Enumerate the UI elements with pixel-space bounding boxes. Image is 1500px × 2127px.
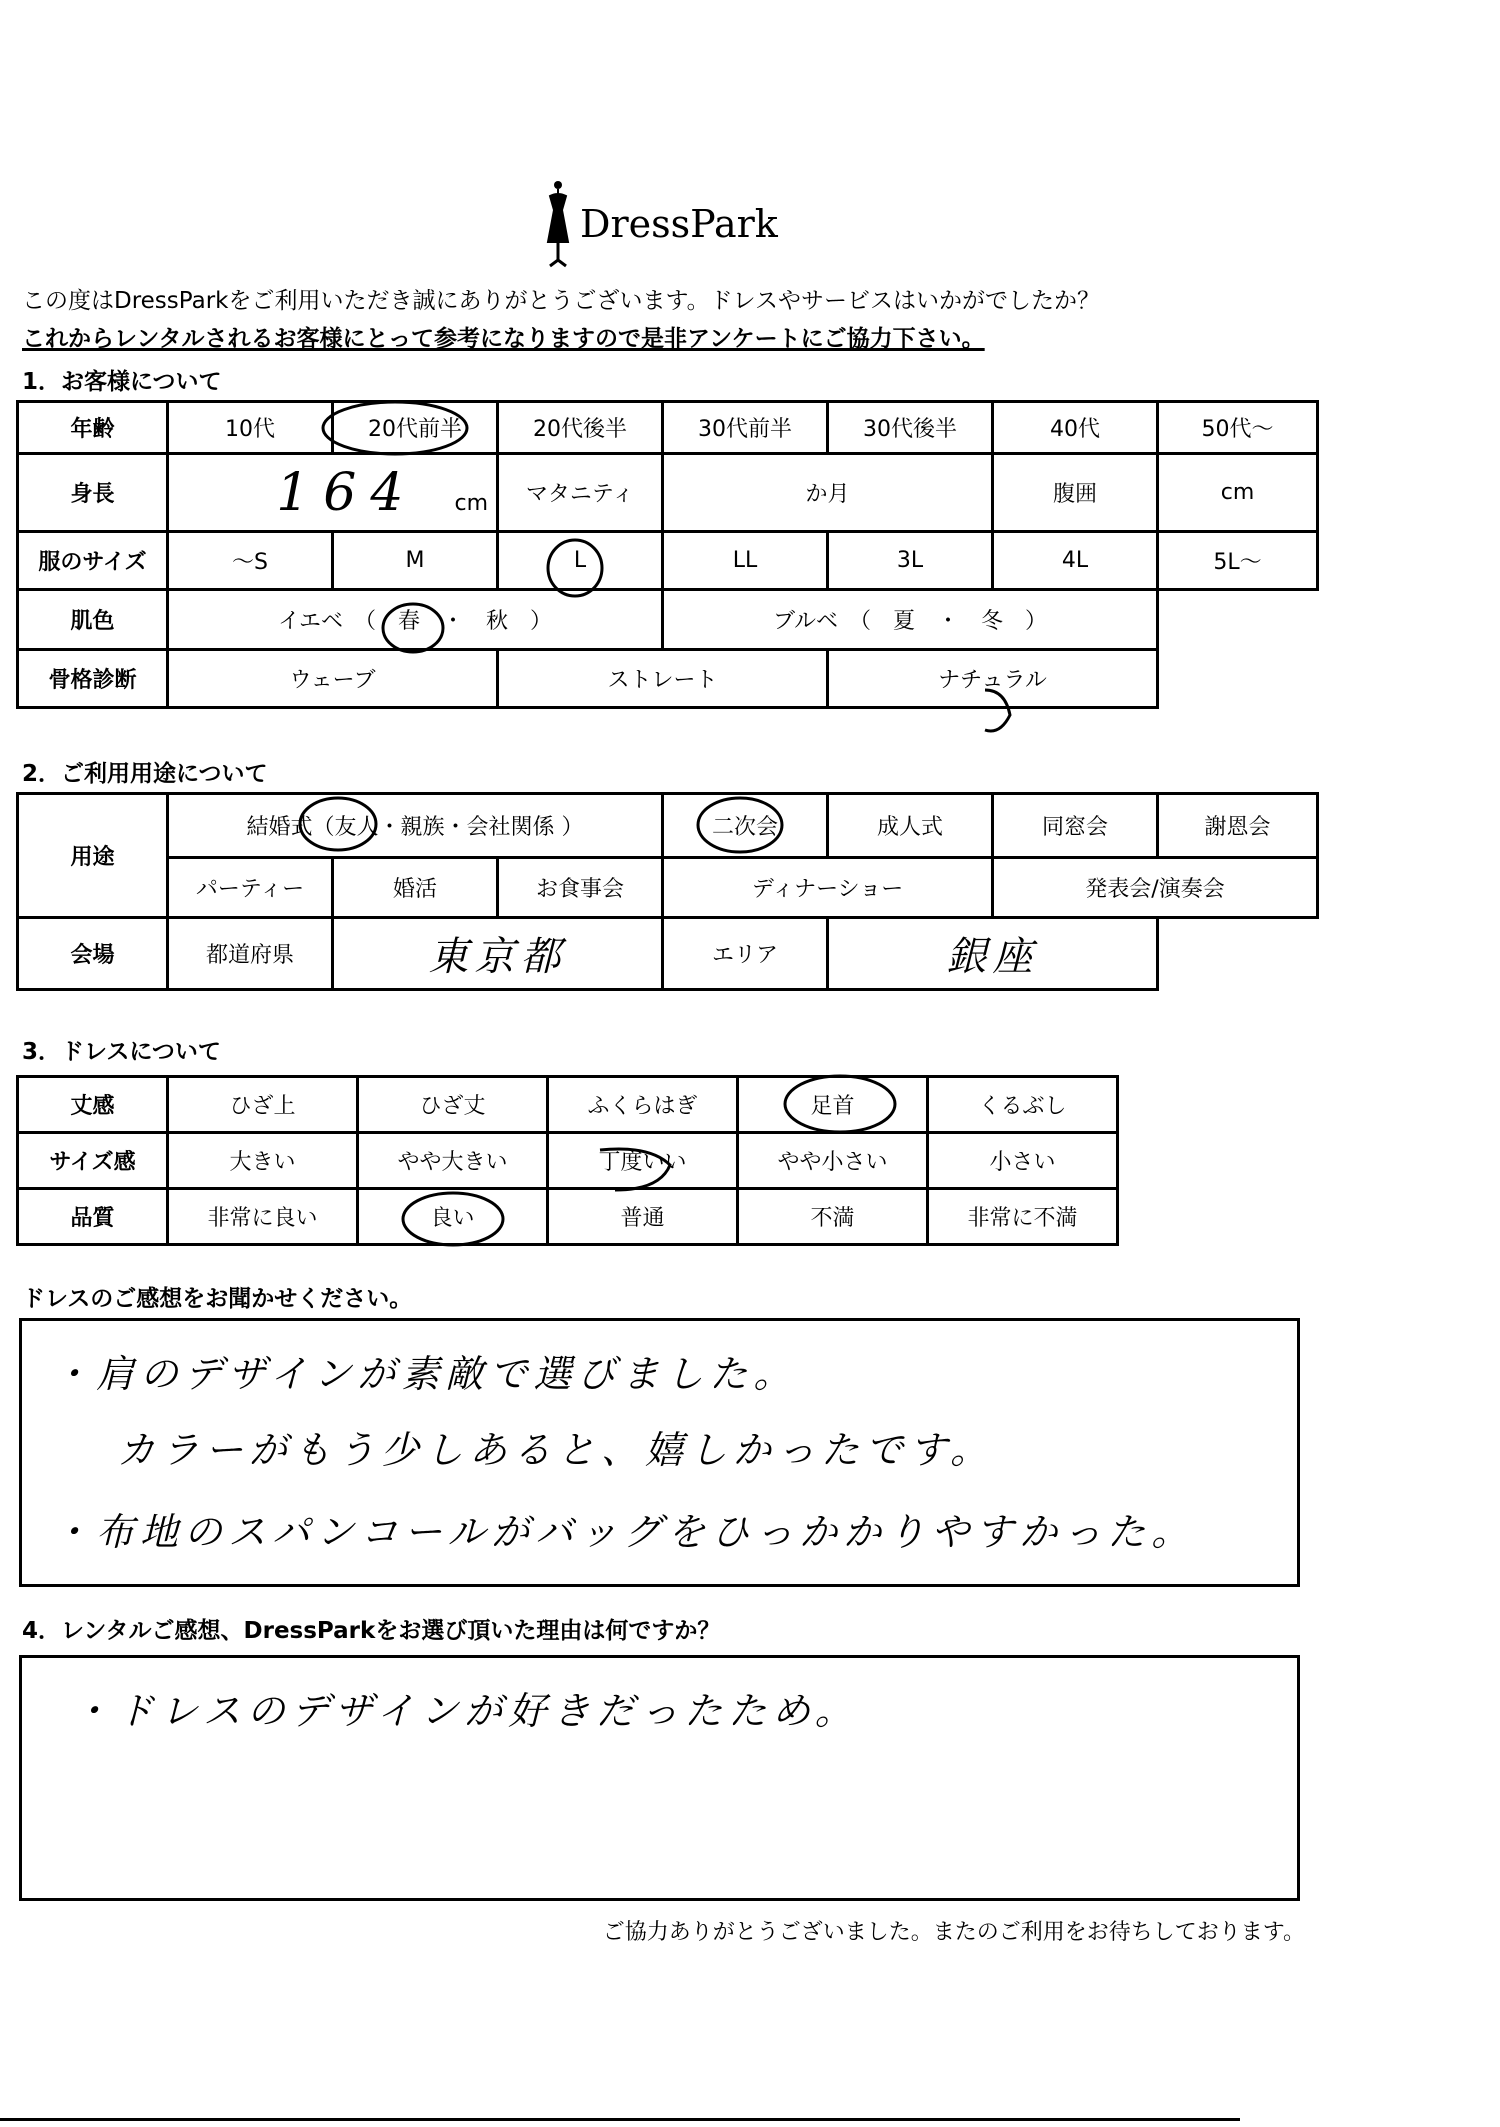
age-option-selected[interactable]: 20代前半	[333, 402, 498, 454]
prefecture-value: 東京都	[428, 934, 567, 980]
age-label: 年齢	[18, 402, 168, 454]
intro-line-2: これからレンタルされるお客様にとって参考になりますので是非アンケートにご協力下さい。	[22, 326, 985, 352]
dresspark-logo	[540, 180, 780, 270]
area-value: 銀座	[946, 934, 1039, 980]
fit-option[interactable]: 大きい	[168, 1133, 358, 1189]
maternity-label: マタニティ	[498, 454, 663, 532]
area-label: エリア	[663, 918, 828, 990]
impression-line: カラーがもう少しあると、嬉しかったです。	[117, 1428, 994, 1472]
size-option[interactable]: 5L～	[1158, 532, 1318, 590]
size-option-selected[interactable]: L	[498, 532, 663, 590]
section1-title: 1．お客様について	[22, 369, 222, 395]
frame-option[interactable]: ウェーブ	[168, 650, 498, 708]
fit-option-selected[interactable]: 丁度いい	[548, 1133, 738, 1189]
length-label: 丈感	[18, 1077, 168, 1133]
party-option[interactable]: パーティー	[168, 858, 333, 918]
impressions-title: ドレスのご感想をお聞かせください。	[22, 1286, 413, 1312]
footer-thanks: ご協力ありがとうございました。またのご利用をお待ちしております。	[602, 1920, 1305, 1945]
length-option[interactable]: くるぶし	[928, 1077, 1118, 1133]
length-option[interactable]: ふくらはぎ	[548, 1077, 738, 1133]
impressions-box[interactable]	[19, 1318, 1300, 1587]
dress-table	[16, 1075, 1119, 1246]
size-option[interactable]: LL	[663, 532, 828, 590]
waist-unit: cm	[1220, 480, 1255, 505]
prefecture-field[interactable]	[333, 918, 663, 990]
height-value: 164	[276, 462, 418, 523]
intro-line-1: この度はDressParkをご利用いただき誠にありがとうございます。ドレスやサービスはいかがでしたか？	[22, 288, 1100, 314]
wedding-option[interactable]: 結婚式（友人・親族・会社関係 ）	[168, 794, 663, 858]
frame-option-selected[interactable]: ナチュラル	[828, 650, 1158, 708]
frame-label: 骨格診断	[18, 650, 168, 708]
fit-option[interactable]: やや大きい	[358, 1133, 548, 1189]
size-option[interactable]: ～S	[168, 532, 333, 590]
purpose-label: 用途	[18, 794, 168, 918]
brand-name: DressPark	[580, 202, 778, 246]
age-option[interactable]: 40代	[993, 402, 1158, 454]
customer-table	[16, 400, 1319, 709]
section2-title: 2．ご利用用途について	[22, 761, 268, 787]
maternity-months-field[interactable]	[663, 454, 993, 532]
length-option[interactable]: ひざ丈	[358, 1077, 548, 1133]
size-option[interactable]: 4L	[993, 532, 1158, 590]
frame-option[interactable]: ストレート	[498, 650, 828, 708]
quality-label: 品質	[18, 1189, 168, 1245]
skin-blue-option[interactable]: ブルベ （ 夏 ・ 冬 ）	[663, 590, 1158, 650]
height-field[interactable]	[168, 454, 498, 532]
prefecture-label: 都道府県	[168, 918, 333, 990]
months-unit: か月	[805, 482, 850, 507]
size-label: 服のサイズ	[18, 532, 168, 590]
age-option[interactable]: 30代後半	[828, 402, 993, 454]
waist-field[interactable]	[1158, 454, 1318, 532]
after-party-option-selected[interactable]: 二次会	[663, 794, 828, 858]
dress-form-icon	[540, 180, 576, 270]
impression-line: ・布地のスパンコールがバッグをひっかかりやすかった。	[52, 1510, 1196, 1554]
reunion-option[interactable]: 同窓会	[993, 794, 1158, 858]
skin-label: 肌色	[18, 590, 168, 650]
age-option[interactable]: 20代後半	[498, 402, 663, 454]
age-option[interactable]: 10代	[168, 402, 333, 454]
quality-option[interactable]: 非常に良い	[168, 1189, 358, 1245]
quality-option-selected[interactable]: 良い	[358, 1189, 548, 1245]
reason-line: ・ドレスのデザインが好きだったため。	[72, 1689, 859, 1733]
height-label: 身長	[18, 454, 168, 532]
length-option-selected[interactable]: 足首	[738, 1077, 928, 1133]
impression-line: ・肩のデザインが素敵で選びました。	[52, 1352, 798, 1396]
dinner-show-option[interactable]: ディナーショー	[663, 858, 993, 918]
fit-option[interactable]: やや小さい	[738, 1133, 928, 1189]
waist-label: 腹囲	[993, 454, 1158, 532]
quality-option[interactable]: 不満	[738, 1189, 928, 1245]
area-field[interactable]	[828, 918, 1158, 990]
size-option[interactable]: 3L	[828, 532, 993, 590]
bottom-rule	[0, 2118, 1240, 2121]
section4-title: 4．レンタルご感想、DressParkをお選び頂いた理由は何ですか？	[22, 1618, 721, 1644]
fit-option[interactable]: 小さい	[928, 1133, 1118, 1189]
size-option[interactable]: M	[333, 532, 498, 590]
venue-label: 会場	[18, 918, 168, 990]
height-unit: cm	[454, 490, 488, 516]
konkatsu-option[interactable]: 婚活	[333, 858, 498, 918]
section3-title: 3．ドレスについて	[22, 1039, 221, 1065]
length-option[interactable]: ひざ上	[168, 1077, 358, 1133]
age-option[interactable]: 30代前半	[663, 402, 828, 454]
coming-of-age-option[interactable]: 成人式	[828, 794, 993, 858]
purpose-table	[16, 792, 1319, 991]
quality-option[interactable]: 普通	[548, 1189, 738, 1245]
recital-option[interactable]: 発表会/演奏会	[993, 858, 1318, 918]
quality-option[interactable]: 非常に不満	[928, 1189, 1118, 1245]
thanks-party-option[interactable]: 謝恩会	[1158, 794, 1318, 858]
skin-yellow-option[interactable]: イエベ （ 春 ・ 秋 ）	[168, 590, 663, 650]
age-option[interactable]: 50代～	[1158, 402, 1318, 454]
fit-label: サイズ感	[18, 1133, 168, 1189]
dinner-option[interactable]: お食事会	[498, 858, 663, 918]
reason-box[interactable]	[19, 1655, 1300, 1901]
